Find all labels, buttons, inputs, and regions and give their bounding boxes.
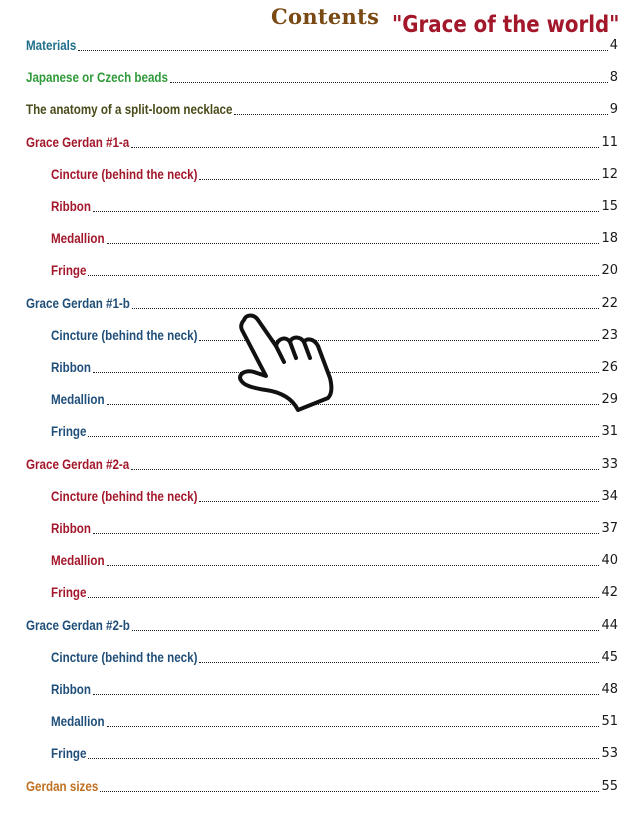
toc-entry[interactable] bbox=[0, 518, 642, 540]
toc-entry-page-number: 33 bbox=[601, 456, 618, 472]
toc-leader-dots bbox=[107, 705, 600, 727]
toc-entry-page-number: 31 bbox=[601, 424, 618, 440]
toc-leader-dots bbox=[88, 254, 599, 276]
toc-leader-dots bbox=[100, 770, 599, 792]
toc-entry[interactable] bbox=[0, 132, 642, 154]
toc-entry-page-number: 11 bbox=[601, 134, 618, 150]
toc-leader-dots bbox=[199, 480, 599, 502]
toc-entry-label: Ribbon bbox=[51, 682, 91, 697]
toc-entry-page-number: 15 bbox=[601, 199, 618, 214]
toc-leader-dots bbox=[107, 383, 600, 405]
toc-entry[interactable] bbox=[0, 164, 642, 186]
toc-entry-page-number: 42 bbox=[601, 585, 618, 601]
toc-entry[interactable] bbox=[0, 196, 642, 218]
toc-entry[interactable] bbox=[0, 582, 642, 604]
toc-entry-label: Gerdan sizes bbox=[26, 778, 99, 794]
toc-entry-page-number: 45 bbox=[601, 649, 618, 665]
toc-entry[interactable] bbox=[0, 647, 642, 669]
toc-leader-dots bbox=[88, 737, 599, 759]
toc-leader-dots bbox=[93, 512, 599, 534]
toc-entry[interactable] bbox=[0, 615, 642, 637]
toc-entry-page-number: 22 bbox=[601, 295, 618, 311]
toc-entry-page-number: 51 bbox=[601, 714, 618, 730]
toc-leader-dots bbox=[170, 61, 608, 83]
toc-entry-label: Ribbon bbox=[51, 199, 91, 214]
toc-entry[interactable] bbox=[0, 67, 642, 89]
toc-entry[interactable] bbox=[0, 228, 642, 250]
toc-leader-dots bbox=[199, 641, 599, 663]
toc-entry-label: Grace Gerdan #1-a bbox=[26, 134, 130, 150]
toc-entry-page-number: 44 bbox=[601, 617, 618, 633]
toc-entry-label: The anatomy of a split-loom necklace bbox=[26, 102, 233, 118]
toc-leader-dots bbox=[88, 576, 599, 598]
toc-entry[interactable] bbox=[0, 711, 642, 733]
toc-leader-dots bbox=[234, 93, 607, 115]
toc-entry-page-number: 55 bbox=[601, 778, 618, 794]
toc-entry-page-number: 12 bbox=[601, 166, 618, 182]
page-title: Contents bbox=[271, 4, 380, 29]
toc-entry-label: Ribbon bbox=[51, 360, 91, 375]
toc-entry[interactable] bbox=[0, 421, 642, 443]
toc-entry[interactable] bbox=[0, 743, 642, 765]
toc-entry[interactable] bbox=[0, 679, 642, 701]
toc-leader-dots bbox=[131, 448, 599, 470]
toc-entry-label: Materials bbox=[26, 38, 77, 53]
toc-entry-label: Grace Gerdan #1-b bbox=[26, 295, 130, 311]
toc-entry-page-number: 20 bbox=[601, 263, 618, 279]
toc-leader-dots bbox=[93, 673, 599, 695]
toc-entry[interactable] bbox=[0, 486, 642, 508]
toc-entry-label: Cincture (behind the neck) bbox=[51, 166, 198, 182]
toc-entry-label: Fringe bbox=[51, 424, 87, 440]
toc-entry-page-number: 26 bbox=[601, 360, 618, 375]
toc-entry-page-number: 18 bbox=[601, 231, 618, 247]
toc-entry-label: Japanese or Czech beads bbox=[26, 70, 168, 86]
toc-entry[interactable] bbox=[0, 550, 642, 572]
toc-entry-page-number: 40 bbox=[601, 553, 618, 569]
book-subtitle: "Grace of the world" bbox=[392, 12, 620, 38]
toc-entry-page-number: 9 bbox=[609, 102, 618, 118]
pointing-hand-icon bbox=[232, 306, 342, 416]
toc-entry-page-number: 23 bbox=[601, 327, 618, 343]
toc-leader-dots bbox=[88, 415, 599, 437]
toc-entry-page-number: 37 bbox=[601, 521, 618, 536]
toc-entry-label: Medallion bbox=[51, 714, 105, 730]
toc-entry-label: Fringe bbox=[51, 585, 87, 601]
toc-entry-page-number: 34 bbox=[601, 488, 618, 504]
toc-entry-page-number: 4 bbox=[609, 38, 618, 53]
toc-entry[interactable] bbox=[0, 260, 642, 282]
toc-leader-dots bbox=[132, 609, 600, 631]
toc-entry[interactable] bbox=[0, 99, 642, 121]
toc-entry-label: Fringe bbox=[51, 263, 87, 279]
toc-entry-label: Cincture (behind the neck) bbox=[51, 327, 198, 343]
toc-entry-label: Ribbon bbox=[51, 521, 91, 536]
toc-leader-dots bbox=[93, 351, 599, 373]
toc-entry-label: Grace Gerdan #2-a bbox=[26, 456, 130, 472]
toc-entry-label: Medallion bbox=[51, 392, 105, 408]
toc-leader-dots bbox=[107, 544, 600, 566]
toc-entry-page-number: 48 bbox=[601, 682, 618, 697]
toc-leader-dots bbox=[131, 126, 599, 148]
toc-leader-dots bbox=[132, 287, 600, 309]
toc-entry-label: Cincture (behind the neck) bbox=[51, 649, 198, 665]
toc-entry-label: Medallion bbox=[51, 231, 105, 247]
toc-entry-page-number: 29 bbox=[601, 392, 618, 408]
toc-leader-dots bbox=[93, 190, 599, 212]
toc-leader-dots bbox=[78, 29, 607, 51]
toc-entry[interactable] bbox=[0, 776, 642, 798]
toc-entry-label: Grace Gerdan #2-b bbox=[26, 617, 130, 633]
toc-entry-page-number: 8 bbox=[609, 70, 618, 86]
toc-entry-label: Medallion bbox=[51, 553, 105, 569]
toc-entry[interactable] bbox=[0, 454, 642, 476]
toc-entry-label: Cincture (behind the neck) bbox=[51, 488, 198, 504]
toc-leader-dots bbox=[199, 158, 599, 180]
toc-entry[interactable] bbox=[0, 35, 642, 57]
toc-entry-page-number: 53 bbox=[601, 746, 618, 762]
toc-leader-dots bbox=[107, 222, 600, 244]
toc-entry-label: Fringe bbox=[51, 746, 87, 762]
